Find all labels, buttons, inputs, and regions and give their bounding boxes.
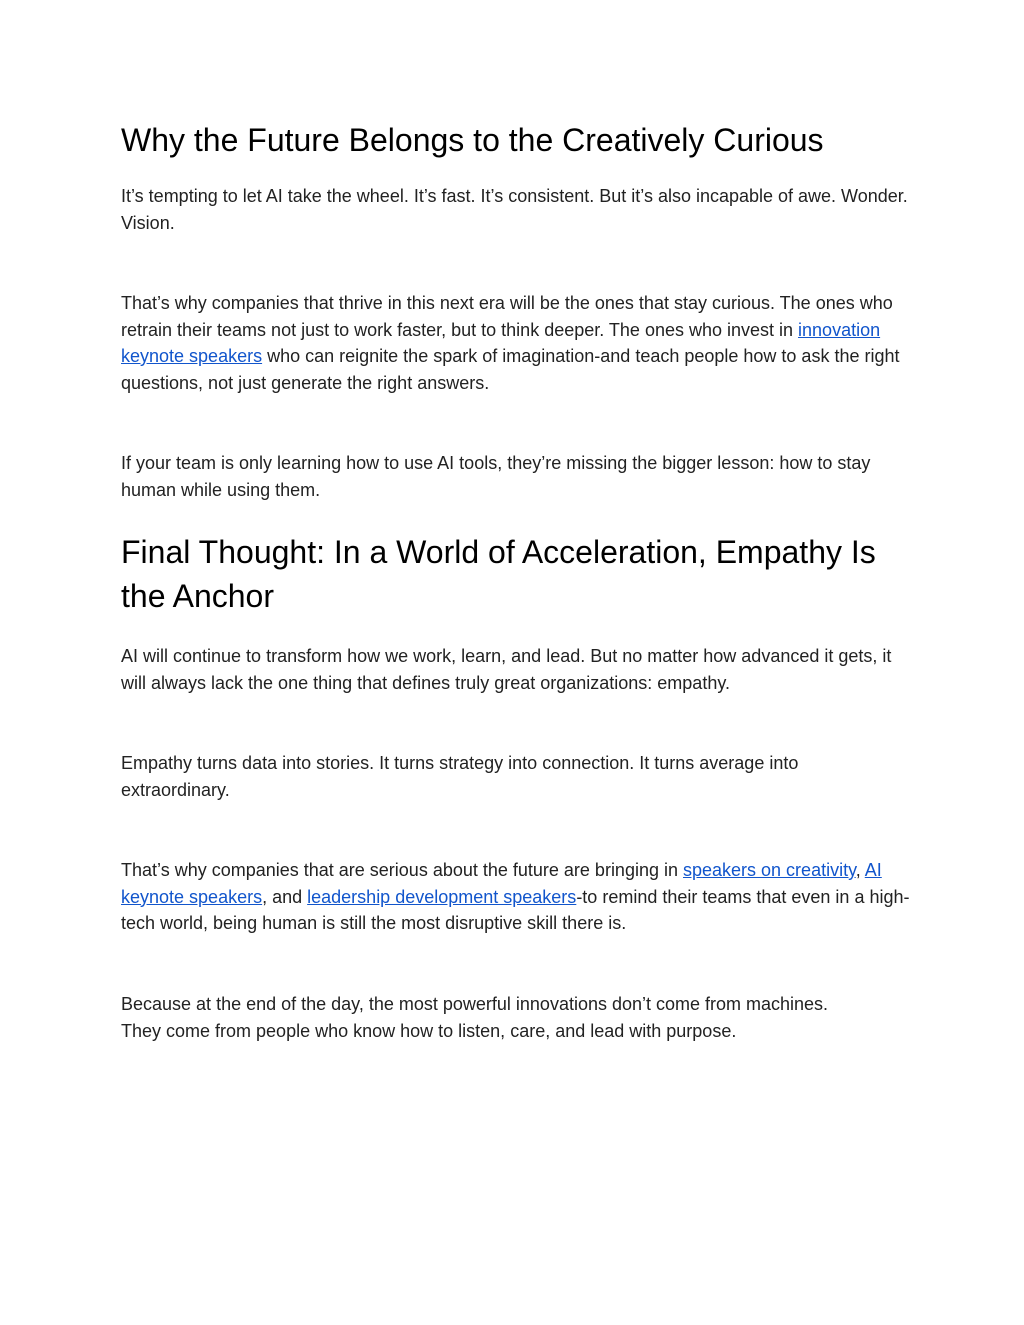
section-heading-curious: Why the Future Belongs to the Creatively Curious [121,122,824,158]
paragraph-bringing-speakers [121,857,911,937]
paragraph-stay-human: If your team is only learning how to use AI tools, they’re missing the bigger lesson: how to stay human while using them. [121,453,871,500]
link-leadership-development-speakers[interactable]: leadership development speakers [307,886,577,907]
text-run: who can reignite the spark of imagination-and teach people how to ask the right questions, not just generate the right answers. [121,346,900,393]
link-ai-keynote-speakers[interactable]: AI keynote speakers [121,860,882,907]
text-run: That’s why companies that thrive in this next era will be the ones that stay curious. The ones who retrain their teams not just to work faster, but to think deeper. The ones who invest in [121,293,893,340]
text-run: -to remind their teams that even in a high-tech world, being human is still the most disruptive skill there is. [121,886,910,933]
paragraph-empathy-stories: Empathy turns data into stories. It turns strategy into connection. It turns average into extraordinary. [121,753,799,800]
paragraph-empathy-defines: AI will continue to transform how we work, learn, and lead. But no matter how advanced it gets, it will always lack the one thing that defines truly great organizations: empathy. [121,646,892,693]
paragraph-ai-wheel: It’s tempting to let AI take the wheel. It’s fast. It’s consistent. But it’s also incapable of awe. Wonder. Vision. [121,186,908,233]
link-innovation-keynote-speakers[interactable]: innovation keynote speakers [121,319,881,366]
paragraph-people-purpose: They come from people who know how to listen, care, and lead with purpose. [121,1021,737,1041]
text-run: That’s why companies that are serious about the future are bringing in [121,860,683,880]
text-run: , [855,860,865,880]
paragraph-stay-curious [121,290,911,396]
document-page [121,118,911,1045]
link-speakers-on-creativity[interactable]: speakers on creativity [683,860,856,880]
paragraph-end-of-day: Because at the end of the day, the most powerful innovations don’t come from machines. [121,993,829,1014]
text-run: , and [262,886,308,907]
section-heading-final-thought: Final Thought: In a World of Acceleration, Empathy Is the Anchor [121,534,876,614]
